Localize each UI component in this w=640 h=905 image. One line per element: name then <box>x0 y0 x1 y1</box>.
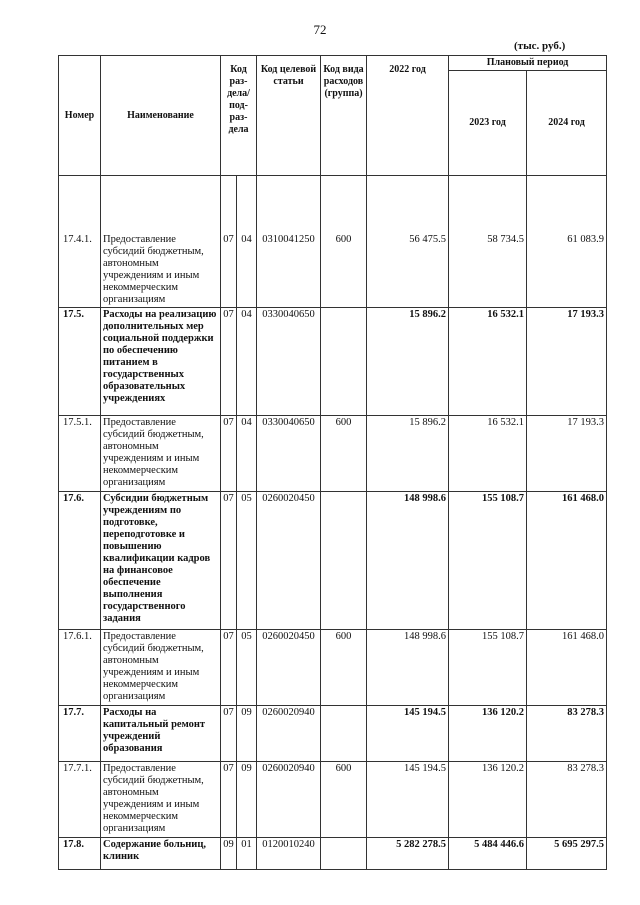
row-name: Предоставление субсидий бюджетным, автономным учреждениям и иным некоммерческим организациям <box>101 762 221 838</box>
row-amount-2022: 56 475.5 <box>367 176 449 308</box>
row-expense-type: 600 <box>321 762 367 838</box>
row-amount-2023: 16 532.1 <box>449 308 527 416</box>
budget-table <box>58 55 607 870</box>
row-amount-2022: 145 194.5 <box>367 706 449 762</box>
row-section: 07 <box>221 630 237 706</box>
row-amount-2024: 83 278.3 <box>527 706 607 762</box>
row-amount-2022: 15 896.2 <box>367 308 449 416</box>
row-target-code: 0120010240 <box>257 838 321 870</box>
header-number: Номер <box>59 56 101 176</box>
row-amount-2023: 155 108.7 <box>449 630 527 706</box>
row-name: Расходы на реализацию дополнительных мер социальной поддержки по обеспечению питанием в государственных образовательных учреждениях <box>101 308 221 416</box>
row-number: 17.4.1. <box>59 176 101 308</box>
table-row <box>59 416 607 492</box>
row-number: 17.6. <box>59 492 101 630</box>
row-amount-2022: 15 896.2 <box>367 416 449 492</box>
table-row <box>59 762 607 838</box>
row-subsection: 04 <box>237 176 257 308</box>
table-row <box>59 492 607 630</box>
row-number: 17.7.1. <box>59 762 101 838</box>
table-row <box>59 630 607 706</box>
row-name: Предоставление субсидий бюджетным, автономным учреждениям и иным некоммерческим организациям <box>101 630 221 706</box>
row-amount-2023: 136 120.2 <box>449 762 527 838</box>
header-year-2022: 2022 год <box>367 56 449 176</box>
row-target-code: 0260020450 <box>257 630 321 706</box>
row-amount-2022: 5 282 278.5 <box>367 838 449 870</box>
row-target-code: 0330040650 <box>257 416 321 492</box>
row-expense-type <box>321 308 367 416</box>
header-expense-type: Код вида расходов (группа) <box>321 56 367 176</box>
row-amount-2024: 17 193.3 <box>527 416 607 492</box>
row-name: Предоставление субсидий бюджетным, автономным учреждениям и иным некоммерческим организациям <box>101 176 221 308</box>
row-target-code: 0260020450 <box>257 492 321 630</box>
row-name: Предоставление субсидий бюджетным, автономным учреждениям и иным некоммерческим организациям <box>101 416 221 492</box>
row-name: Содержание больниц, клиник <box>101 838 221 870</box>
row-expense-type: 600 <box>321 630 367 706</box>
row-amount-2024: 61 083.9 <box>527 176 607 308</box>
row-amount-2024: 161 468.0 <box>527 630 607 706</box>
row-expense-type <box>321 706 367 762</box>
row-target-code: 0260020940 <box>257 706 321 762</box>
row-amount-2023: 58 734.5 <box>449 176 527 308</box>
row-name: Субсидии бюджетным учреждениям по подготовке, переподготовке и повышению квалификации кадров на финансовое обеспечение выполнения государственного задания <box>101 492 221 630</box>
row-number: 17.8. <box>59 838 101 870</box>
row-amount-2024: 83 278.3 <box>527 762 607 838</box>
table-row <box>59 706 607 762</box>
row-target-code: 0310041250 <box>257 176 321 308</box>
row-number: 17.7. <box>59 706 101 762</box>
row-amount-2022: 145 194.5 <box>367 762 449 838</box>
row-name: Расходы на капитальный ремонт учреждений образования <box>101 706 221 762</box>
header-name: Наименование <box>101 56 221 176</box>
header-section: Код раз-дела/ под-раз-дела <box>221 56 257 176</box>
row-expense-type: 600 <box>321 416 367 492</box>
table-row <box>59 308 607 416</box>
table-header-row <box>59 56 607 71</box>
row-number: 17.5.1. <box>59 416 101 492</box>
row-subsection: 09 <box>237 762 257 838</box>
header-year-2024: 2024 год <box>527 71 607 176</box>
table-body <box>59 176 607 870</box>
row-subsection: 09 <box>237 706 257 762</box>
header-planned-period: Плановый период <box>449 56 607 71</box>
row-section: 07 <box>221 308 237 416</box>
header-target: Код целевой статьи <box>257 56 321 176</box>
row-subsection: 04 <box>237 416 257 492</box>
row-section: 07 <box>221 416 237 492</box>
row-section: 07 <box>221 492 237 630</box>
row-amount-2023: 136 120.2 <box>449 706 527 762</box>
row-section: 09 <box>221 838 237 870</box>
row-amount-2022: 148 998.6 <box>367 630 449 706</box>
units-label: (тыс. руб.) <box>514 40 566 52</box>
row-amount-2024: 161 468.0 <box>527 492 607 630</box>
page-number: 72 <box>313 22 327 37</box>
row-target-code: 0330040650 <box>257 308 321 416</box>
row-number: 17.5. <box>59 308 101 416</box>
row-amount-2023: 5 484 446.6 <box>449 838 527 870</box>
row-amount-2024: 17 193.3 <box>527 308 607 416</box>
row-amount-2024: 5 695 297.5 <box>527 838 607 870</box>
row-section: 07 <box>221 706 237 762</box>
header-year-2023: 2023 год <box>449 71 527 176</box>
table-row <box>59 838 607 870</box>
row-expense-type: 600 <box>321 176 367 308</box>
row-subsection: 05 <box>237 630 257 706</box>
row-subsection: 05 <box>237 492 257 630</box>
row-amount-2023: 16 532.1 <box>449 416 527 492</box>
row-section: 07 <box>221 762 237 838</box>
row-expense-type <box>321 838 367 870</box>
row-section: 07 <box>221 176 237 308</box>
row-amount-2023: 155 108.7 <box>449 492 527 630</box>
row-subsection: 01 <box>237 838 257 870</box>
row-expense-type <box>321 492 367 630</box>
row-amount-2022: 148 998.6 <box>367 492 449 630</box>
table-row <box>59 176 607 308</box>
row-number: 17.6.1. <box>59 630 101 706</box>
row-subsection: 04 <box>237 308 257 416</box>
row-target-code: 0260020940 <box>257 762 321 838</box>
